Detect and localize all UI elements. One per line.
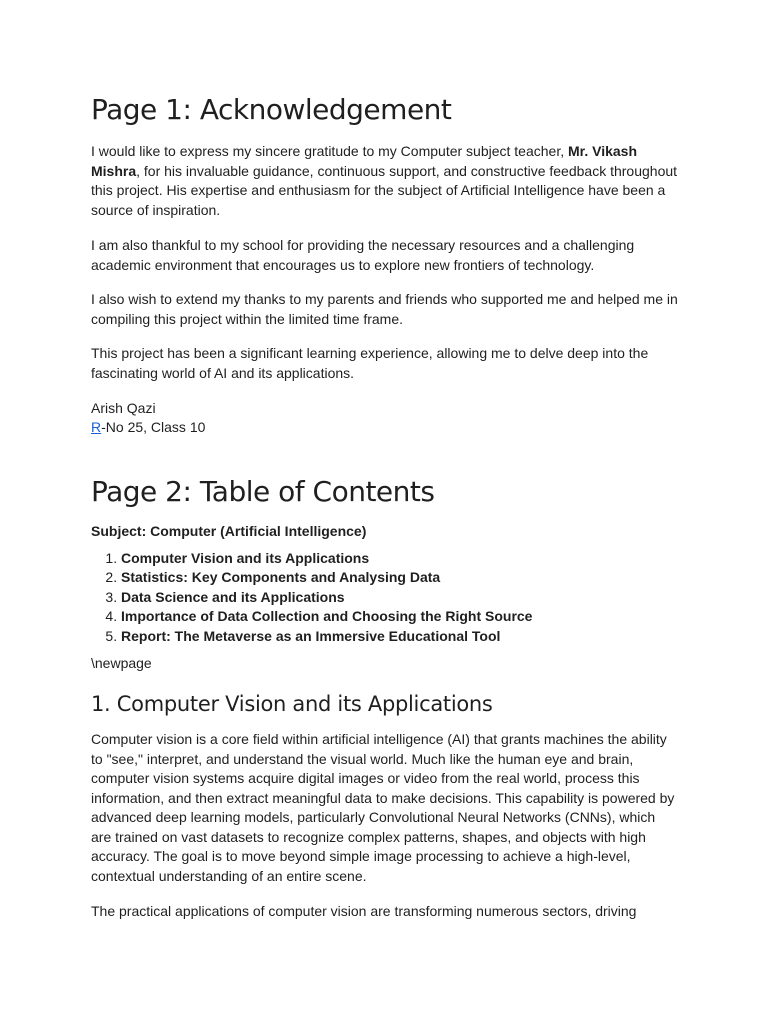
section1-paragraph-1: Computer vision is a core field within artificial intelligence (AI) that grants machines the ability to "see," interpret, and understand the visual world. Much like the human eye and brain, computer vision systems acquire digital images or video from the real world, process this information, and then extract meaningful data to make decisions. This capability is powered by advanced deep learning models, particularly Convolutional Neural Networks (CNNs), which are trained on vast datasets to recognize complex patterns, shapes, and objects with high accuracy. The goal is to move beyond simple image processing to achieve a high-level, contextual understanding of an entire scene. (91, 731, 675, 884)
signature-roll (91, 418, 678, 438)
toc-subject (91, 522, 678, 542)
ack-paragraph-3: I also wish to extend my thanks to my parents and friends who supported me and helped me in compiling this project within the limited time frame. (91, 291, 678, 327)
section1-paragraph-2: The practical applications of computer vision are transforming numerous sectors, driving (91, 903, 637, 919)
ack-paragraph-1 (91, 142, 678, 220)
newpage-marker: \newpage (91, 655, 152, 671)
toc-item: 3. Data Science and its Applications (121, 588, 678, 607)
roll-link[interactable]: R (91, 419, 102, 435)
toc-item: 5. Report: The Metaverse as an Immersive Educational Tool (121, 627, 678, 646)
toc-list (91, 549, 678, 646)
ack-paragraph-2: I am also thankful to my school for providing the necessary resources and a challenging academic environment that encourages us to explore new frontiers of technology. (91, 237, 635, 273)
signature-name: Arish Qazi (91, 400, 156, 416)
page2-heading: Page 2: Table of Contents (91, 475, 435, 508)
toc-subject-text: Subject: Computer (Artificial Intelligence) (91, 523, 367, 539)
roll-text: -No 25, Class 10 (101, 419, 206, 435)
toc-item: 4. Importance of Data Collection and Choosing the Right Source (121, 607, 678, 626)
ack-paragraph-1-after: , for his invaluable guidance, continuous support, and constructive feedback throughout this project. His expertise and enthusiasm for the subject of Artificial Intelligence have been a source of inspiration. (91, 162, 678, 218)
toc-item: 1. Computer Vision and its Applications (121, 549, 678, 568)
toc-item: 2. Statistics: Key Components and Analysing Data (121, 568, 678, 587)
teacher-name: Mr. Vikash Mishra (91, 143, 638, 179)
page1-heading: Page 1: Acknowledgement (91, 93, 452, 126)
ack-paragraph-4: This project has been a significant learning experience, allowing me to delve deep into the fascinating world of AI and its applications. (91, 345, 649, 381)
section1-heading: 1. Computer Vision and its Applications (91, 692, 493, 716)
ack-paragraph-1-before: I would like to express my sincere gratitude to my Computer subject teacher, (91, 143, 568, 159)
